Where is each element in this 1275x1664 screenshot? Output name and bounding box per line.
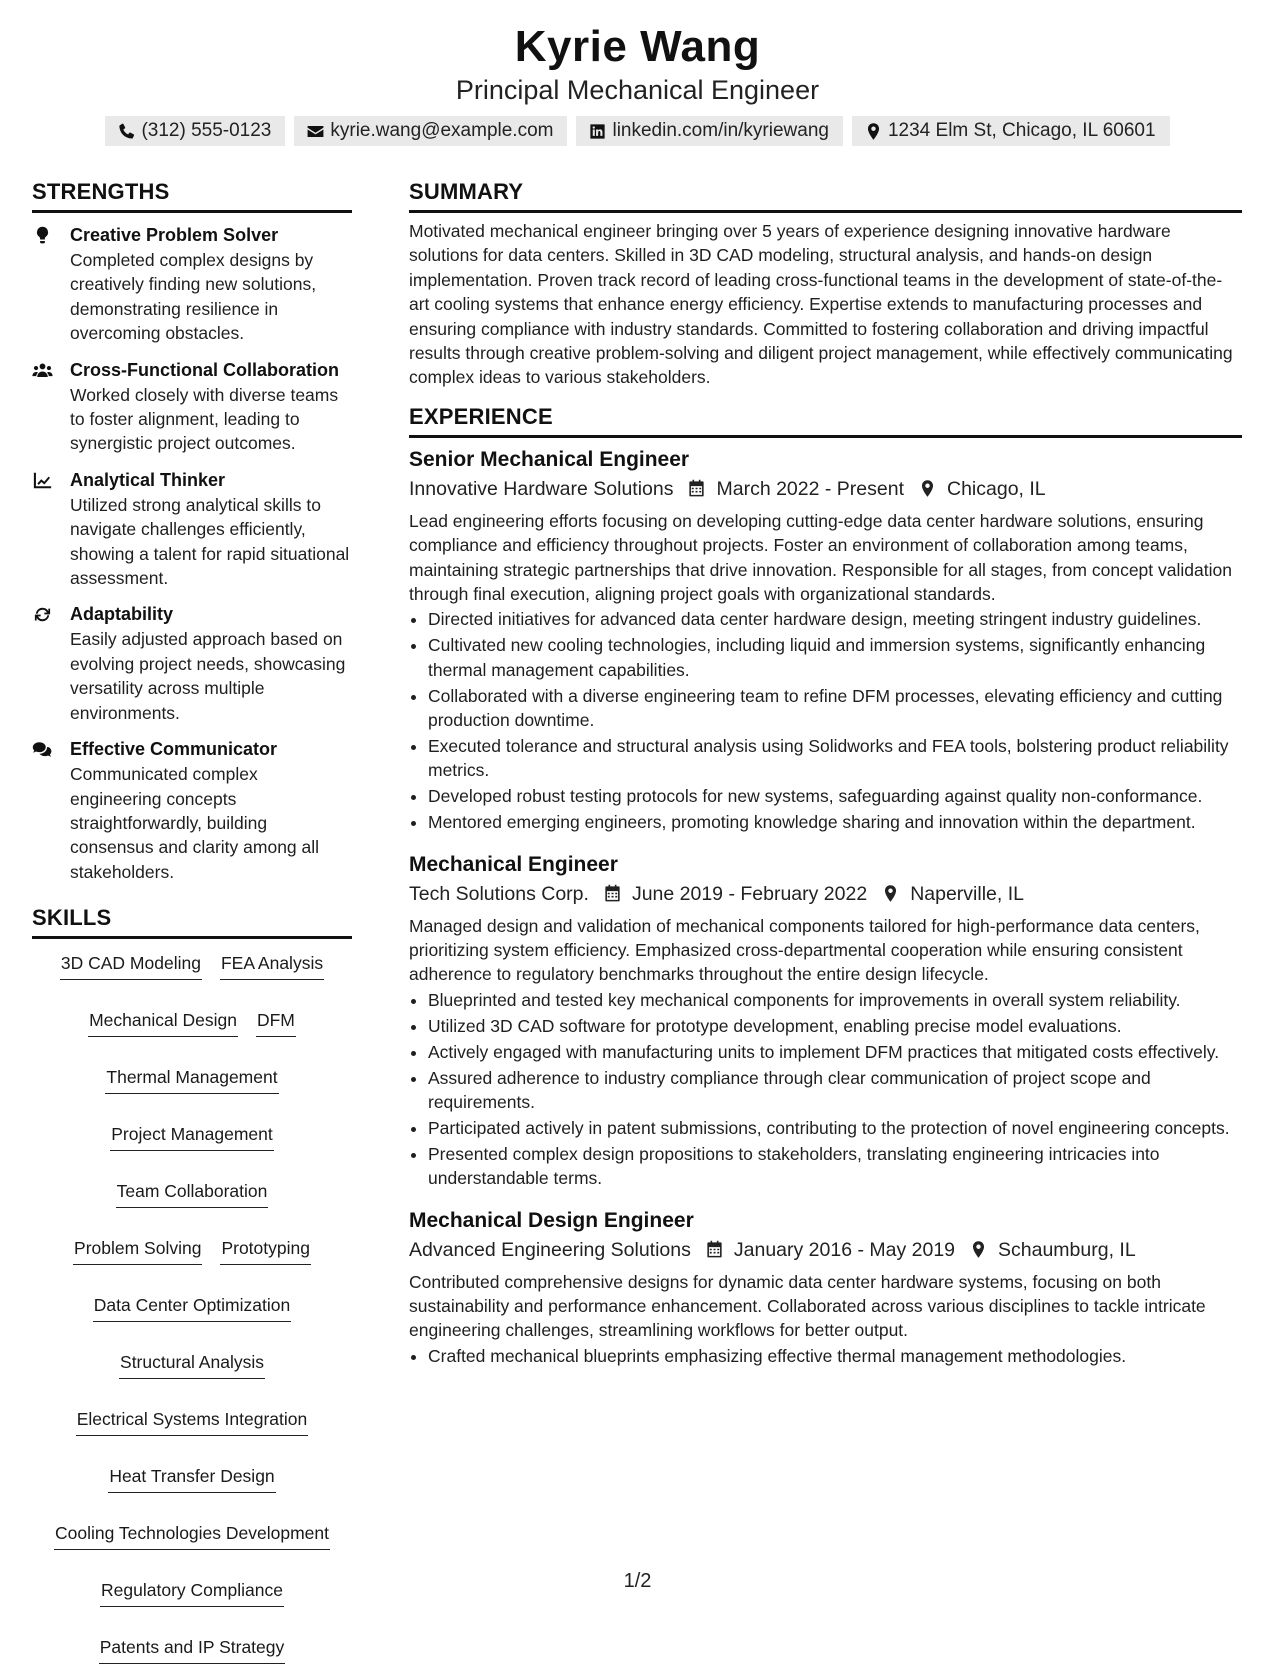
skills-section <box>32 904 352 1664</box>
job-dates: March 2022 - Present <box>716 477 904 500</box>
job-bullet: • Presented complex design propositions to stakeholders, translating engineering intricacies into understandable terms. <box>428 1142 1242 1191</box>
skill-tag: Heat Transfer Design <box>108 1464 275 1493</box>
skill-tag: Problem Solving <box>73 1236 202 1265</box>
sync-icon <box>32 602 70 725</box>
experience-heading: EXPERIENCE <box>409 403 1242 438</box>
job-bullet: • Utilized 3D CAD software for prototype development, enabling precise model evaluations. <box>428 1014 1242 1038</box>
location-pin-icon <box>881 884 900 903</box>
candidate-title: Principal Mechanical Engineer <box>455 75 820 105</box>
address-text: 1234 Elm St, Chicago, IL 60601 <box>887 120 1156 141</box>
skills-list <box>32 951 352 1664</box>
lightbulb-icon <box>32 223 70 346</box>
skill-tag: Team Collaboration <box>116 1179 269 1208</box>
phone-text: (312) 555-0123 <box>141 120 272 141</box>
job-entry <box>409 851 1242 1191</box>
linkedin-icon <box>588 122 607 141</box>
skill-tag: Structural Analysis <box>119 1350 265 1379</box>
strength-desc: Worked closely with diverse teams to foster alignment, leading to synergistic project outcomes. <box>70 384 339 454</box>
job-bullet: • Actively engaged with manufacturing units to implement DFM practices that mitigated costs effectively. <box>428 1040 1242 1064</box>
job-bullets <box>409 1344 1242 1368</box>
phone-icon <box>117 122 136 141</box>
contact-email[interactable] <box>294 116 567 146</box>
strengths-list <box>32 223 352 884</box>
strength-name: Effective Communicator <box>70 739 278 760</box>
strength-item <box>32 358 352 456</box>
summary-text: Motivated mechanical engineer bringing over 5 years of experience designing innovative hardware solutions for data centers. Skilled in 3D CAD modeling, structural analysis, and hands-on design implementation. Proven track record of leading cross-functional teams in the development of state-of-the-art cooling systems that enhance energy efficiency. Expertise extends to manufacturing processes and ensuring compliance with industry standards. Committed to fostering collaboration and driving impactful results through creative problem-solving and diligent project management, while effectively communicating complex ideas to various stakeholders. <box>409 221 1233 388</box>
job-title: Mechanical Design Engineer <box>409 1208 694 1232</box>
skills-heading: SKILLS <box>32 904 352 939</box>
job-location: Chicago, IL <box>947 477 1046 500</box>
job-meta <box>409 1236 1242 1264</box>
strength-item <box>32 602 352 725</box>
right-column <box>409 178 1242 1370</box>
skill-tag: Electrical Systems Integration <box>76 1407 309 1436</box>
strength-name: Adaptability <box>70 604 174 625</box>
job-description: Managed design and validation of mechanical components tailored for high-performance data centers, prioritizing system efficiency. Emphasized cross-departmental cooperation while ensuring consistent adherence to regulatory benchmarks throughout the entire design lifecycle. <box>409 915 1200 985</box>
strength-item <box>32 468 352 591</box>
candidate-name: Kyrie Wang <box>514 22 761 71</box>
users-icon <box>32 358 70 456</box>
skill-tag: Mechanical Design <box>88 1008 238 1037</box>
summary-heading: SUMMARY <box>409 178 1242 213</box>
location-pin-icon <box>864 122 883 141</box>
skill-tag: Cooling Technologies Development <box>54 1521 330 1550</box>
job-entry <box>409 446 1242 835</box>
strength-name: Creative Problem Solver <box>70 225 279 245</box>
job-dates: January 2016 - May 2019 <box>733 1238 956 1261</box>
job-company: Innovative Hardware Solutions <box>409 477 674 500</box>
strength-item <box>32 223 352 346</box>
strength-item <box>32 737 352 884</box>
calendar-icon <box>687 479 706 498</box>
job-bullet: • Cultivated new cooling technologies, including liquid and immersion systems, significantly enhancing thermal management capabilities. <box>428 633 1242 682</box>
job-meta <box>409 880 1242 908</box>
job-location: Naperville, IL <box>910 882 1024 905</box>
strength-desc: Utilized strong analytical skills to navigate challenges efficiently, showing a talent for rapid situational assessment. <box>70 494 350 589</box>
strength-name: Cross-Functional Collaboration <box>70 359 340 380</box>
contact-phone[interactable] <box>105 116 285 146</box>
skill-tag: DFM <box>256 1008 296 1037</box>
experience-section <box>409 403 1242 1368</box>
left-column <box>32 178 352 1664</box>
job-bullet: • Crafted mechanical blueprints emphasizing effective thermal management methodologies. <box>428 1344 1242 1368</box>
job-bullet: • Directed initiatives for advanced data center hardware design, meeting stringent industry guidelines. <box>428 607 1242 631</box>
contact-bar <box>0 116 1275 146</box>
job-bullet: • Developed robust testing protocols for new systems, safeguarding against quality non-conformance. <box>428 784 1242 808</box>
resume-header <box>0 20 1275 146</box>
job-bullet: • Executed tolerance and structural analysis using Solidworks and FEA tools, bolstering product reliability metrics. <box>428 734 1242 783</box>
job-meta <box>409 475 1242 503</box>
job-bullet: • Collaborated with a diverse engineering team to refine DFM processes, elevating efficiency and cutting production downtime. <box>428 684 1242 733</box>
strengths-heading: STRENGTHS <box>32 178 352 213</box>
job-entry <box>409 1207 1242 1369</box>
job-location: Schaumburg, IL <box>998 1238 1136 1261</box>
contact-linkedin[interactable] <box>576 116 843 146</box>
skill-tag: Thermal Management <box>105 1065 278 1094</box>
skill-tag: Prototyping <box>220 1236 311 1265</box>
job-bullet: • Participated actively in patent submissions, contributing to the protection of novel engineering concepts. <box>428 1116 1242 1140</box>
envelope-icon <box>306 122 325 141</box>
calendar-icon <box>705 1240 724 1259</box>
page-number: 1/2 <box>623 1570 652 1592</box>
job-company: Tech Solutions Corp. <box>409 882 589 905</box>
strength-desc: Communicated complex engineering concepts straightforwardly, building consensus and clarity among all stakeholders. <box>70 764 320 882</box>
job-description: Contributed comprehensive designs for dynamic data center hardware systems, focusing on both sustainability and performance enhancement. Collaborated across various disciplines to tackle intricate engineering challenges, streamlining workflows for better output. <box>409 1271 1206 1341</box>
strength-desc: Completed complex designs by creatively finding new solutions, demonstrating resilience in overcoming obstacles. <box>70 250 317 344</box>
job-bullet: • Blueprinted and tested key mechanical components for improvements in overall system reliability. <box>428 988 1242 1012</box>
location-pin-icon <box>969 1240 988 1259</box>
email-text: kyrie.wang@example.com <box>330 120 554 141</box>
skill-tag: FEA Analysis <box>220 951 324 980</box>
summary-section <box>409 178 1242 390</box>
job-bullet: • Mentored emerging engineers, promoting knowledge sharing and innovation within the department. <box>428 810 1242 834</box>
job-description: Lead engineering efforts focusing on developing cutting-edge data center hardware solutions, ensuring compliance and efficiency throughout projects. Foster an environment of collaboration among teams, maintaining strategic partnerships that drive innovation. Responsible for all stages, from concept validation through final execution, aligning project goals with organizational standards. <box>409 510 1232 605</box>
skill-tag: Regulatory Compliance <box>100 1578 284 1607</box>
location-pin-icon <box>918 479 937 498</box>
job-dates: June 2019 - February 2022 <box>631 882 868 905</box>
job-bullet: • Assured adherence to industry compliance through clear communication of project scope and requirements. <box>428 1066 1242 1115</box>
strength-desc: Easily adjusted approach based on evolving project needs, showcasing versatility across multiple environments. <box>70 629 346 723</box>
contact-address[interactable] <box>852 116 1170 146</box>
job-bullets <box>409 988 1242 1191</box>
comments-icon <box>32 737 70 884</box>
job-company: Advanced Engineering Solutions <box>409 1238 691 1261</box>
skill-tag: 3D CAD Modeling <box>60 951 202 980</box>
skill-tag: Project Management <box>110 1122 273 1151</box>
linkedin-text: linkedin.com/in/kyriewang <box>612 120 829 141</box>
strength-name: Analytical Thinker <box>70 469 226 490</box>
chart-line-icon <box>32 468 70 591</box>
calendar-icon <box>603 884 622 903</box>
job-bullets <box>409 607 1242 834</box>
skill-tag: Patents and IP Strategy <box>99 1635 286 1664</box>
skill-tag: Data Center Optimization <box>93 1293 291 1322</box>
strengths-section <box>32 178 352 884</box>
job-title: Senior Mechanical Engineer <box>409 447 690 471</box>
job-title: Mechanical Engineer <box>409 852 618 876</box>
